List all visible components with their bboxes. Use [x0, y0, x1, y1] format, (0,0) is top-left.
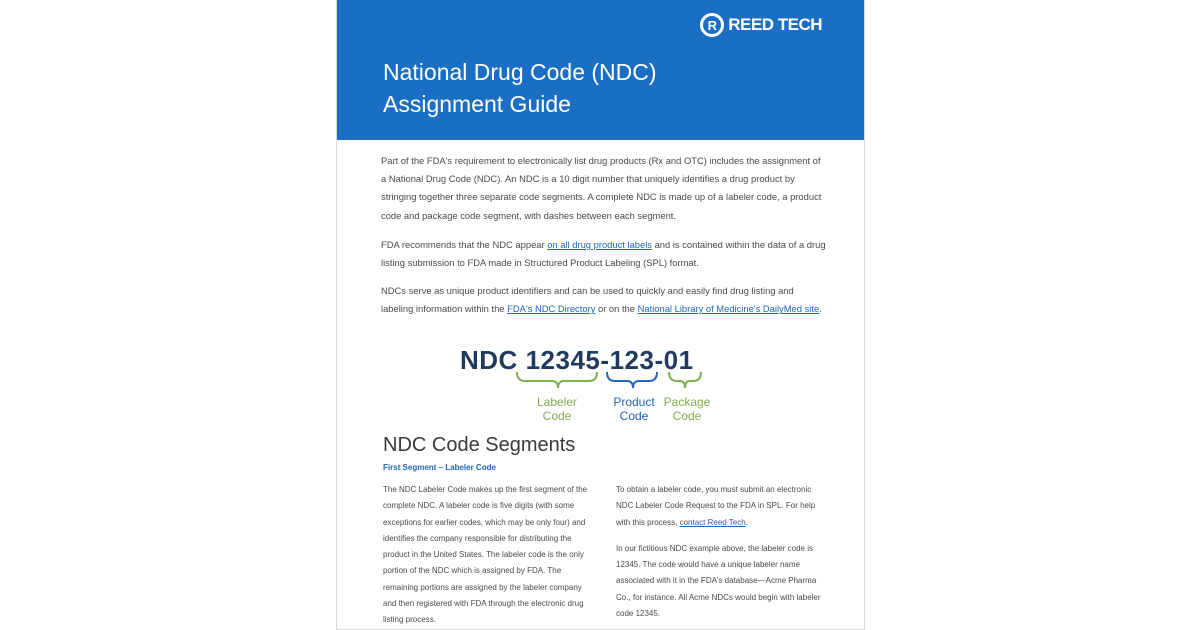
reed-tech-logo-icon: [700, 13, 724, 37]
p3-text-after: .: [819, 303, 822, 315]
product-label-line-1: Product: [613, 395, 655, 409]
dailymed-link[interactable]: National Library of Medicine's DailyMed site: [637, 303, 820, 315]
package-bracket: [669, 372, 701, 388]
ndc-dash-2: -: [654, 345, 664, 375]
labeler-label-line-1: Labeler: [536, 395, 578, 409]
ndc-product-digits: 123: [609, 345, 655, 375]
document-title: [383, 56, 823, 120]
document-page: [336, 0, 865, 630]
intro-paragraph-3: [381, 282, 826, 318]
logo-glyph: R: [707, 17, 717, 33]
intro-paragraph-1: Part of the FDA's requirement to electronically list drug products (Rx and OTC) includes the assignment of a National Drug Code (NDC). An NDC is a 10 digit number that uniquely identifies a drug product by stringing together three separate code segments. A complete NDC is made up of a labeler code, a product code and package code segment, with dashes between each segment.: [381, 155, 822, 221]
labeler-label-line-2: Code: [542, 409, 572, 423]
section-title: NDC Code Segments: [383, 434, 576, 456]
left-column-text: The NDC Labeler Code makes up the first segment of the complete NDC. A labeler code is five digits (with some exceptions for earlier codes, which may be only four) and identifies the company responsible for distributing the product in the United States. The labeler code is the only portion of the NDC which is assigned by FDA. The remaining portions are assigned by the labeler company and then registered with FDA through the electronic drug listing process.: [383, 485, 588, 625]
right-column: [616, 482, 826, 622]
reed-tech-logo: [700, 13, 822, 37]
package-code-label: [657, 395, 717, 423]
right-p1-text-before: To obtain a labeler code, you must submit an electronic NDC Labeler Code Request to the FDA in SPL. For help with this process,: [616, 485, 816, 527]
package-label-line-1: Package: [663, 395, 711, 409]
ndc-labeler-digits: 12345: [525, 345, 601, 375]
contact-reed-tech-link[interactable]: contact Reed Tech: [679, 517, 746, 527]
title-line-2: Assignment Guide: [383, 91, 571, 117]
ndc-example-graphic: [337, 345, 864, 430]
labeler-code-label: [523, 395, 591, 423]
section-subtitle: First Segment – Labeler Code: [383, 463, 496, 472]
header-banner: [337, 0, 864, 140]
fda-ndc-directory-link[interactable]: FDA's NDC Directory: [507, 303, 596, 315]
p2-text-before: FDA recommends that the NDC appear: [381, 239, 548, 250]
p3-text-middle: or on the: [595, 303, 638, 315]
ndc-brackets: [337, 345, 864, 430]
ndc-prefix: NDC: [460, 345, 518, 375]
ndc-package-digits: 01: [663, 345, 694, 375]
p2-text-after: and is contained within the data of a drug listing submission to FDA made in Structured Product Labeling (SPL) format.: [381, 239, 826, 269]
right-column-paragraph-2: In our fictitious NDC example above, the labeler code is 12345. The code would have a unique labeler name associated with it in the FDA's database—Acme Pharma Co., for instance. All Acme NDCs would begin with labeler code 12345.: [616, 543, 821, 619]
product-code-label: [607, 395, 661, 423]
intro-paragraph-2: [381, 236, 826, 272]
labeler-bracket: [517, 372, 597, 388]
left-column: [383, 482, 593, 629]
title-line-1: National Drug Code (NDC): [383, 59, 657, 85]
right-column-paragraph-1: [616, 482, 826, 531]
right-p1-text-after: .: [745, 517, 748, 527]
package-label-line-2: Code: [672, 409, 702, 423]
logo-text: REED TECH: [728, 15, 822, 34]
product-label-line-2: Code: [619, 409, 649, 423]
ndc-dash-1: -: [600, 345, 610, 375]
drug-labels-link[interactable]: on all drug product labels: [547, 239, 652, 250]
p3-text-before: NDCs serve as unique product identifiers and can be used to quickly and easily find drug listing and labeling information within the: [381, 285, 794, 315]
product-bracket: [607, 372, 657, 388]
